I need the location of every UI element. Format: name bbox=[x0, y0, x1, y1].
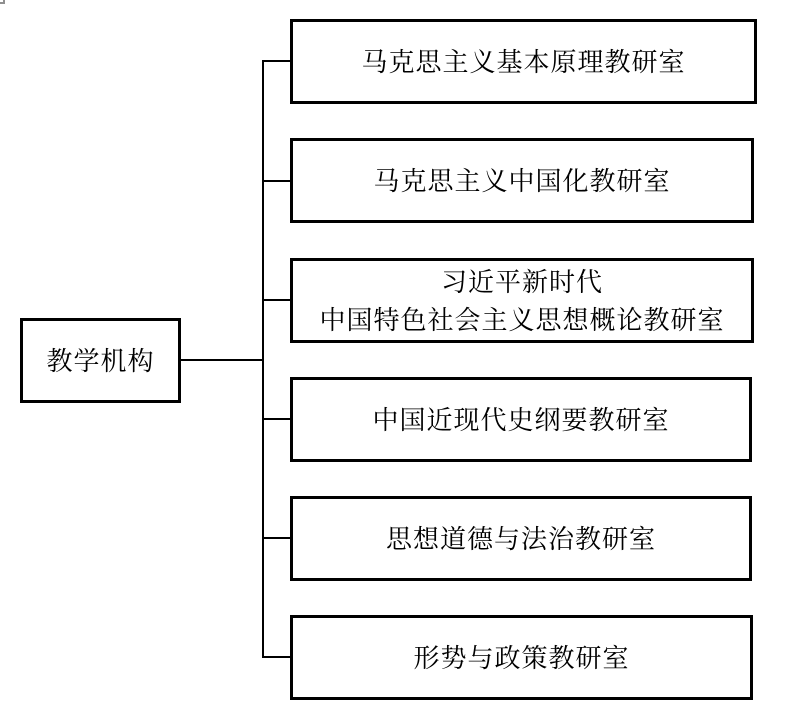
connector-branch-4 bbox=[262, 418, 290, 420]
root-node-label: 教学机构 bbox=[46, 345, 155, 376]
org-node-situation-and-policy bbox=[290, 615, 753, 700]
org-node-sinicization-of-marxism bbox=[290, 138, 754, 223]
connector-branch-2 bbox=[262, 180, 290, 182]
org-node-xi-jinping-new-era-thought bbox=[290, 258, 754, 343]
org-node-modern-chinese-history bbox=[290, 377, 752, 462]
org-node-label: 马克思主义中国化教研室 bbox=[373, 165, 671, 196]
org-node-label-line-1: 习近平新时代 bbox=[440, 266, 603, 297]
org-node-label: 形势与政策教研室 bbox=[413, 642, 630, 673]
connector-branch-3 bbox=[262, 299, 290, 301]
root-node-teaching-institutions bbox=[20, 318, 181, 403]
org-node-label: 马克思主义基本原理教研室 bbox=[361, 46, 686, 77]
org-node-marxism-basic-principles bbox=[290, 19, 757, 104]
org-node-ideology-morality-rule-of-law bbox=[290, 496, 752, 581]
org-node-label: 中国近现代史纲要教研室 bbox=[372, 404, 670, 435]
connector-branch-1 bbox=[262, 60, 290, 62]
connector-branch-5 bbox=[262, 537, 290, 539]
org-node-label: 思想道德与法治教研室 bbox=[385, 523, 656, 554]
connector-branch-6 bbox=[262, 656, 290, 658]
connector-root-horizontal bbox=[181, 359, 264, 361]
org-node-label-line-2: 中国特色社会主义思想概论教研室 bbox=[319, 304, 725, 335]
corner-artifact-mark bbox=[0, 0, 5, 4]
connector-trunk-vertical bbox=[262, 60, 264, 658]
